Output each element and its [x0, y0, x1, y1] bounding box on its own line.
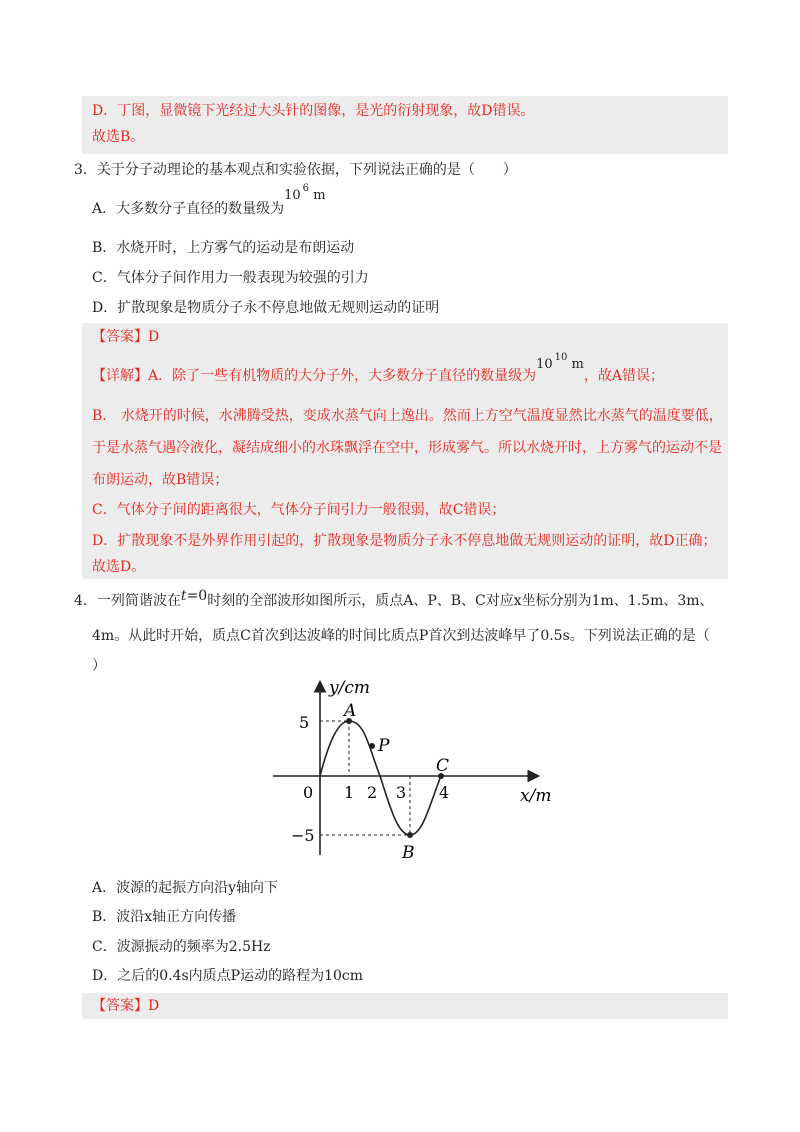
- q3-detail-d: D．扩散现象不是外界作用引起的，扩散现象是物质分子永不停息地做无规则运动的证明，故D正确；: [92, 533, 717, 549]
- q3-option-d: D．扩散现象是物质分子永不停息地做无规则运动的证明: [92, 300, 440, 316]
- y-axis-label: y/cm: [329, 678, 370, 698]
- x-tick-1: 1: [344, 783, 355, 802]
- q4-stem-line3: ）: [92, 658, 106, 674]
- q3-option-c: C．气体分子间作用力一般表现为较强的引力: [92, 270, 369, 286]
- q3-detail-b-line3: 布朗运动，故B错误；: [92, 472, 229, 488]
- q4-stem-line2: 4m。从此时开始，质点C首次到达波峰的时间比质点P首次到达波峰早了0.5s。下列说法正确的是（: [92, 628, 710, 644]
- q3-detail-b-line1: B. 水烧开的时候，水沸腾受热，变成水蒸气向上逸出。然而上方空气温度显然比水蒸气的温度要低，: [92, 408, 723, 424]
- q4-option-c: C．波源振动的频率为2.5Hz: [92, 939, 271, 955]
- x-tick-3: 3: [396, 783, 407, 802]
- point-b-label: B: [402, 843, 415, 863]
- y-tick-neg5: −5: [291, 826, 315, 845]
- point-b: [407, 832, 413, 838]
- point-a-label: A: [344, 701, 357, 721]
- x-tick-4: 4: [439, 783, 450, 802]
- prev-conclusion: 故选B。: [92, 129, 145, 145]
- q3-detail-b-line2: 于是水蒸气遇冷液化，凝结成细小的水珠飘浮在空中，形成雾气。所以水烧开时，上方雾气的运动不是: [92, 440, 722, 456]
- wave-figure: [265, 673, 565, 863]
- x-axis-label: x/m: [520, 786, 552, 806]
- q3-detail-c: C．气体分子间的距离很大，气体分子间引力一般很弱，故C错误；: [92, 502, 506, 518]
- q4-option-a: A．波源的起振方向沿y轴向下: [92, 880, 279, 896]
- y-tick-5: 5: [299, 713, 310, 732]
- q4-stem-line1: 4．一列简谐波在t=0时刻的全部波形如图所示，质点A、P、B、C对应x坐标分别为1m、1.5m、3m、: [74, 588, 714, 609]
- q4-option-b: B．波沿x轴正方向传播: [92, 909, 237, 925]
- q3-answer: 【答案】D: [92, 329, 160, 345]
- point-p: [369, 743, 375, 749]
- q4-answer: 【答案】D: [92, 998, 160, 1014]
- point-p-label: P: [378, 736, 390, 756]
- q4-option-d: D．之后的0.4s内质点P运动的路程为10cm: [92, 968, 364, 984]
- prev-option-d-explanation: D．丁图，显微镜下光经过大头针的图像，是光的衍射现象，故D错误。: [92, 103, 535, 119]
- x-tick-0: 0: [303, 783, 314, 802]
- q3-conclusion: 故选D。: [92, 559, 146, 575]
- q3-detail-a: 【详解】A．除了一些有机物质的大分子外，大多数分子直径的数量级为10 $^{10}$ m，故A错误；: [92, 352, 664, 384]
- x-tick-2: 2: [367, 783, 378, 802]
- q4-answer-box: [82, 993, 728, 1019]
- point-c-label: C: [436, 756, 450, 776]
- q3-option-b: B．水烧开时，上方雾气的运动是布朗运动: [92, 240, 355, 256]
- q3-stem: 3．关于分子动理论的基本观点和实验依据，下列说法正确的是（ ）: [74, 162, 517, 178]
- q3-option-a: A．大多数分子直径的数量级为10 $^6$ m: [92, 183, 326, 217]
